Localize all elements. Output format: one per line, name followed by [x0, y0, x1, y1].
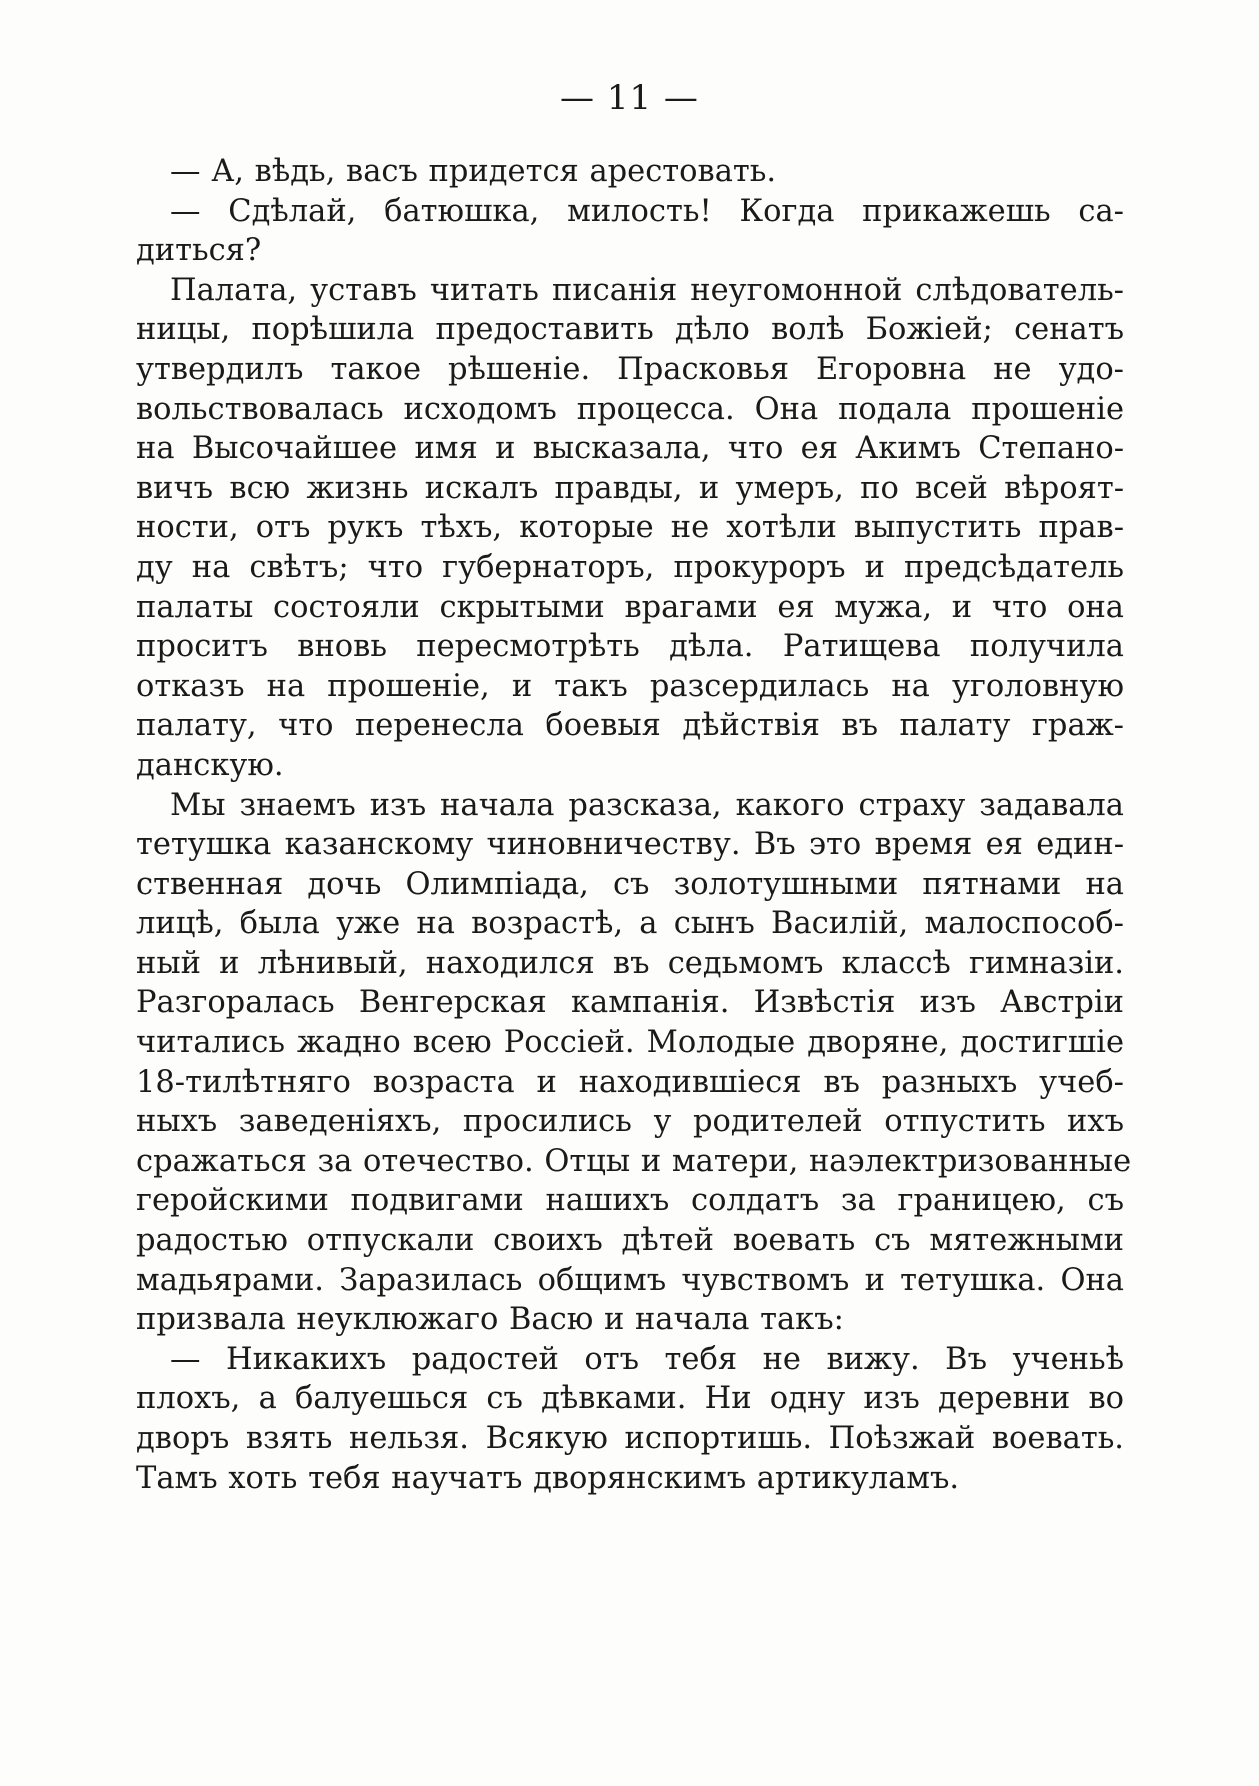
- text-line: сражаться за отечество. Отцы и матери, наэлектризованные: [136, 1143, 1132, 1179]
- text-line: вольствовалась исходомъ процесса. Она подала прошеніе: [136, 391, 1124, 427]
- text-line: лицѣ, была уже на возрастѣ, а сынъ Василій, малоспособ-: [136, 906, 1124, 942]
- text-line: на Высочайшее имя и высказала, что ея Акимъ Степано-: [136, 431, 1124, 467]
- page-number: — 11 —: [560, 78, 699, 118]
- text-line: проситъ вновь пересмотрѣть дѣла. Ратищева получила: [136, 629, 1124, 665]
- text-line: ный и лѣнивый, находился въ седьмомъ классѣ гимназіи.: [136, 945, 1124, 981]
- text-line: читались жадно всею Россіей. Молодые дворяне, достигшіе: [136, 1025, 1124, 1061]
- text-line: тетушка казанскому чиновничеству. Въ это время ея един-: [136, 827, 1124, 863]
- text-line: палаты состояли скрытыми врагами ея мужа, и что она: [136, 589, 1124, 625]
- text-line: ственная дочь Олимпіада, съ золотушными пятнами на: [136, 866, 1124, 902]
- text-line: диться?: [136, 233, 262, 269]
- paragraph: [136, 786, 1132, 1340]
- text-line: отказъ на прошеніе, и такъ разсердилась на уголовную: [136, 668, 1124, 704]
- text-line: вичъ всю жизнь искалъ правды, и умеръ, по всей вѣроят-: [136, 470, 1124, 506]
- text-line: утвердилъ такое рѣшеніе. Прасковья Егоровна не удо-: [136, 351, 1124, 387]
- text-body: [136, 152, 1132, 1498]
- text-line: плохъ, а балуешься съ дѣвками. Ни одну изъ деревни во: [136, 1381, 1124, 1417]
- paragraph: [136, 1340, 1124, 1498]
- text-line: мадьярами. Заразилась общимъ чувствомъ и тетушка. Она: [136, 1262, 1124, 1298]
- text-line: — Сдѣлай, батюшка, милость! Когда прикажешь са-: [170, 193, 1124, 229]
- paragraph: [136, 192, 1124, 271]
- text-line: Палата, уставъ читать писанія неугомонной слѣдователь-: [170, 272, 1124, 308]
- paragraph: [136, 152, 1124, 192]
- text-line: — А, вѣдь, васъ придется арестовать.: [170, 154, 777, 189]
- text-line: Мы знаемъ изъ начала разсказа, какого страху задавала: [170, 787, 1124, 823]
- text-line: 18-тилѣтняго возраста и находившіеся въ разныхъ учеб-: [136, 1064, 1124, 1100]
- text-line: — Никакихъ радостей отъ тебя не вижу. Въ ученьѣ: [170, 1341, 1124, 1377]
- text-line: Разгоралась Венгерская кампанія. Извѣстія изъ Австріи: [136, 985, 1124, 1021]
- text-line: ныхъ заведеніяхъ, просились у родителей отпустить ихъ: [136, 1104, 1124, 1140]
- text-line: геройскими подвигами нашихъ солдатъ за границею, съ: [136, 1183, 1124, 1219]
- paragraph: [136, 271, 1124, 786]
- text-line: дворъ взять нельзя. Всякую испортишь. Поѣзжай воевать.: [136, 1421, 1124, 1456]
- text-line: ности, отъ рукъ тѣхъ, которые не хотѣли выпустить прав-: [136, 510, 1124, 546]
- text-line: ницы, порѣшила предоставить дѣло волѣ Божіей; сенатъ: [136, 312, 1124, 348]
- text-line: Тамъ хоть тебя научатъ дворянскимъ артикуламъ.: [136, 1460, 960, 1496]
- text-line: радостью отпускали своихъ дѣтей воевать съ мятежными: [136, 1223, 1124, 1259]
- text-line: ду на свѣтъ; что губернаторъ, прокуроръ и предсѣдатель: [136, 549, 1124, 585]
- text-line: данскую.: [136, 747, 284, 783]
- text-line: палату, что перенесла боевыя дѣйствія въ палату граж-: [136, 708, 1124, 744]
- text-line: призвала неуклюжаго Васю и начала такъ:: [136, 1302, 844, 1338]
